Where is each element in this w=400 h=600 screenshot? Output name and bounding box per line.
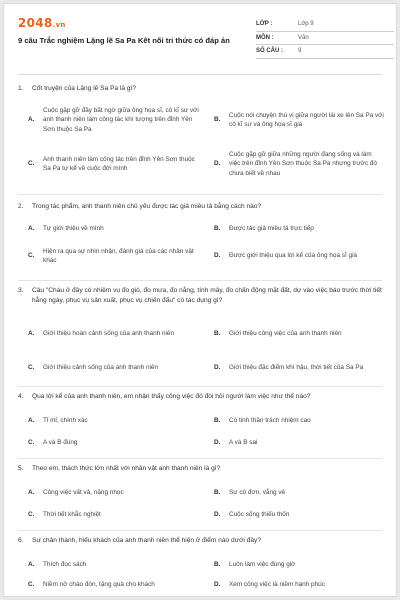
option-c[interactable]	[28, 508, 204, 522]
option-letter: C.	[28, 439, 35, 447]
option-text: Luôn làm việc đúng giờ	[229, 561, 296, 569]
question-4	[18, 392, 382, 456]
option-d[interactable]	[214, 508, 384, 522]
option-letter: A.	[28, 417, 35, 425]
option-letter: A.	[28, 561, 35, 569]
option-b[interactable]	[214, 486, 384, 500]
option-text: Giới thiệu hoàn cảnh sống của anh thanh niên	[43, 330, 175, 338]
option-text: A và B đúng	[43, 439, 78, 447]
option-letter: B.	[214, 489, 221, 497]
option-text: Được giới thiệu qua lời kể của ông họa sĩ già	[229, 252, 358, 260]
question-divider	[18, 458, 382, 459]
question-number: 6.	[18, 537, 24, 544]
option-a[interactable]	[28, 486, 204, 500]
option-b[interactable]	[214, 414, 384, 428]
option-text: Được tác giả miêu tả trực tiếp	[229, 225, 314, 233]
option-a[interactable]	[28, 104, 204, 136]
option-text: Giới thiệu công việc của anh thanh niên	[229, 330, 342, 338]
meta-row-count	[256, 45, 394, 59]
option-b[interactable]	[214, 322, 384, 346]
option-d[interactable]	[214, 244, 384, 268]
question-stem	[18, 464, 382, 474]
option-c[interactable]	[28, 244, 204, 268]
option-text: Cuộc gặp gỡ đầy bất ngờ giữa ông họa sĩ, cô kĩ sư với anh thanh niên làm công tác khí tượng trên đỉnh Yên Sơn thuộc Sa Pa	[43, 106, 199, 133]
option-text: Giới thiệu cảnh sống của anh thanh niên	[43, 364, 159, 372]
document-page	[3, 3, 397, 597]
option-letter: A.	[28, 489, 35, 497]
question-stem	[18, 202, 382, 212]
option-b[interactable]	[214, 222, 384, 236]
document-header	[18, 16, 382, 66]
question-text: Qua lời kể của anh thanh niên, em nhận thấy công việc đó đòi hỏi người làm việc như thế nào?	[32, 393, 311, 400]
option-text: Hiện ra qua sự nhìn nhận, đánh giá của các nhân vật khác	[43, 247, 194, 264]
question-divider	[18, 530, 382, 531]
meta-row-subject	[256, 32, 394, 46]
option-text: Thích đọc sách	[43, 561, 87, 569]
option-b[interactable]	[214, 104, 384, 136]
document-title: 9 câu Trắc nghiệm Lặng lẽ Sa Pa Kết nối tri thức có đáp án	[18, 36, 230, 45]
option-letter: B.	[214, 116, 221, 124]
option-d[interactable]	[214, 436, 384, 450]
option-text: Có tinh thần trách nhiệm cao	[229, 417, 311, 425]
question-stem	[18, 536, 382, 546]
option-d[interactable]	[214, 144, 384, 184]
option-text: Niềm nở chào đón, tặng quà cho khách	[43, 581, 155, 589]
option-text: Xem công việc là niềm hạnh phúc	[229, 581, 325, 589]
question-text: Câu "Cháu ở đây có nhiệm vụ đo gió, đo mưa, đo nắng, tính mây, đo chấn động mặt đất, dự vào việc báo trước thời tiết hằng ngày, phục vụ sản xuất, phục vụ chiến đấu" có tác dụng gì?	[32, 287, 382, 304]
option-a[interactable]	[28, 222, 204, 236]
option-text: Cuộc sống thiếu thốn	[229, 511, 290, 519]
question-1	[18, 84, 382, 194]
question-3	[18, 286, 382, 386]
option-letter: D.	[214, 439, 221, 447]
option-text: Công việc vất vả, nặng nhọc	[43, 489, 124, 497]
option-letter: D.	[214, 511, 221, 519]
question-6	[18, 536, 382, 597]
option-a[interactable]	[28, 322, 204, 346]
question-divider	[18, 194, 382, 195]
meta-key: SỐ CÂU :	[256, 48, 283, 55]
question-stem	[18, 286, 382, 306]
question-stem	[18, 392, 382, 402]
meta-row-class	[256, 18, 394, 32]
question-text: Trong tác phẩm, anh thanh niên chủ yếu được tác giả miêu tả bằng cách nào?	[32, 203, 262, 210]
question-stem	[18, 84, 382, 94]
option-d[interactable]	[214, 356, 384, 380]
option-a[interactable]	[28, 414, 204, 428]
option-letter: C.	[28, 581, 35, 589]
header-divider	[18, 74, 382, 75]
option-d[interactable]	[214, 578, 384, 592]
option-letter: C.	[28, 364, 35, 372]
option-letter: B.	[214, 330, 221, 338]
question-number: 3.	[18, 287, 24, 294]
option-letter: C.	[28, 511, 35, 519]
meta-value: 9	[298, 48, 302, 55]
meta-key: LỚP :	[256, 21, 273, 28]
option-letter: D.	[214, 160, 221, 168]
option-letter: D.	[214, 581, 221, 589]
question-number: 5.	[18, 465, 24, 472]
meta-value: Văn	[298, 34, 309, 41]
question-2	[18, 202, 382, 278]
option-a[interactable]	[28, 558, 204, 572]
option-letter: A.	[28, 225, 35, 233]
option-text: Cuộc nói chuyện thú vị giữa người lái xe lên Sa Pa với cô kĩ sư và ông họa sĩ già	[229, 111, 384, 128]
option-letter: B.	[214, 417, 221, 425]
option-letter: D.	[214, 364, 221, 372]
option-c[interactable]	[28, 578, 204, 592]
option-text: Sự cô đơn, vắng vẻ	[229, 489, 286, 497]
option-letter: C.	[28, 160, 35, 168]
question-text: Theo em, thách thức lớn nhất với nhân vật anh thanh niên là gì?	[32, 465, 221, 472]
question-text: Cốt truyện của Lặng lẽ Sa Pa là gì?	[32, 85, 137, 92]
question-number: 4.	[18, 393, 24, 400]
option-text: Anh thanh niên làm công tác trên đỉnh Yên Sơn thuộc Sa Pa tự kể về cuộc đời mình	[43, 155, 195, 172]
option-letter: A.	[28, 330, 35, 338]
meta-key: MÔN :	[256, 34, 274, 41]
option-c[interactable]	[28, 356, 204, 380]
option-b[interactable]	[214, 558, 384, 572]
option-letter: A.	[28, 116, 35, 124]
logo-text: 2048	[18, 16, 53, 30]
question-5	[18, 464, 382, 528]
question-divider	[18, 280, 382, 281]
option-text: Giới thiệu đặc điểm khí hậu, thời tiết của Sa Pa	[229, 364, 364, 372]
option-text: A và B sai	[229, 439, 258, 447]
option-c[interactable]	[28, 148, 204, 180]
option-text: Tỉ mỉ, chính xác	[43, 417, 88, 425]
logo-suffix: .vn	[52, 21, 66, 29]
meta-table	[256, 18, 394, 59]
option-text: Cuộc gặp gỡ giữa những người đang sống và làm việc trên đỉnh Yên Sơn thuộc Sa Pa nhưng trước đó chưa biết về nhau	[229, 150, 377, 177]
question-number: 2.	[18, 203, 24, 210]
option-letter: D.	[214, 252, 221, 260]
option-letter: B.	[214, 225, 221, 233]
question-number: 1.	[18, 85, 24, 92]
option-letter: B.	[214, 561, 221, 569]
option-letter: C.	[28, 252, 35, 260]
question-divider	[18, 386, 382, 387]
option-text: Tự giới thiệu về mình	[43, 225, 104, 233]
meta-value: Lớp 9	[298, 21, 314, 28]
option-text: Thời tiết khắc nghiệt	[43, 511, 101, 519]
option-c[interactable]	[28, 436, 204, 450]
question-text: Sự chân thành, hiếu khách của anh thanh niên thể hiện ở điểm nào dưới đây?	[32, 537, 262, 544]
